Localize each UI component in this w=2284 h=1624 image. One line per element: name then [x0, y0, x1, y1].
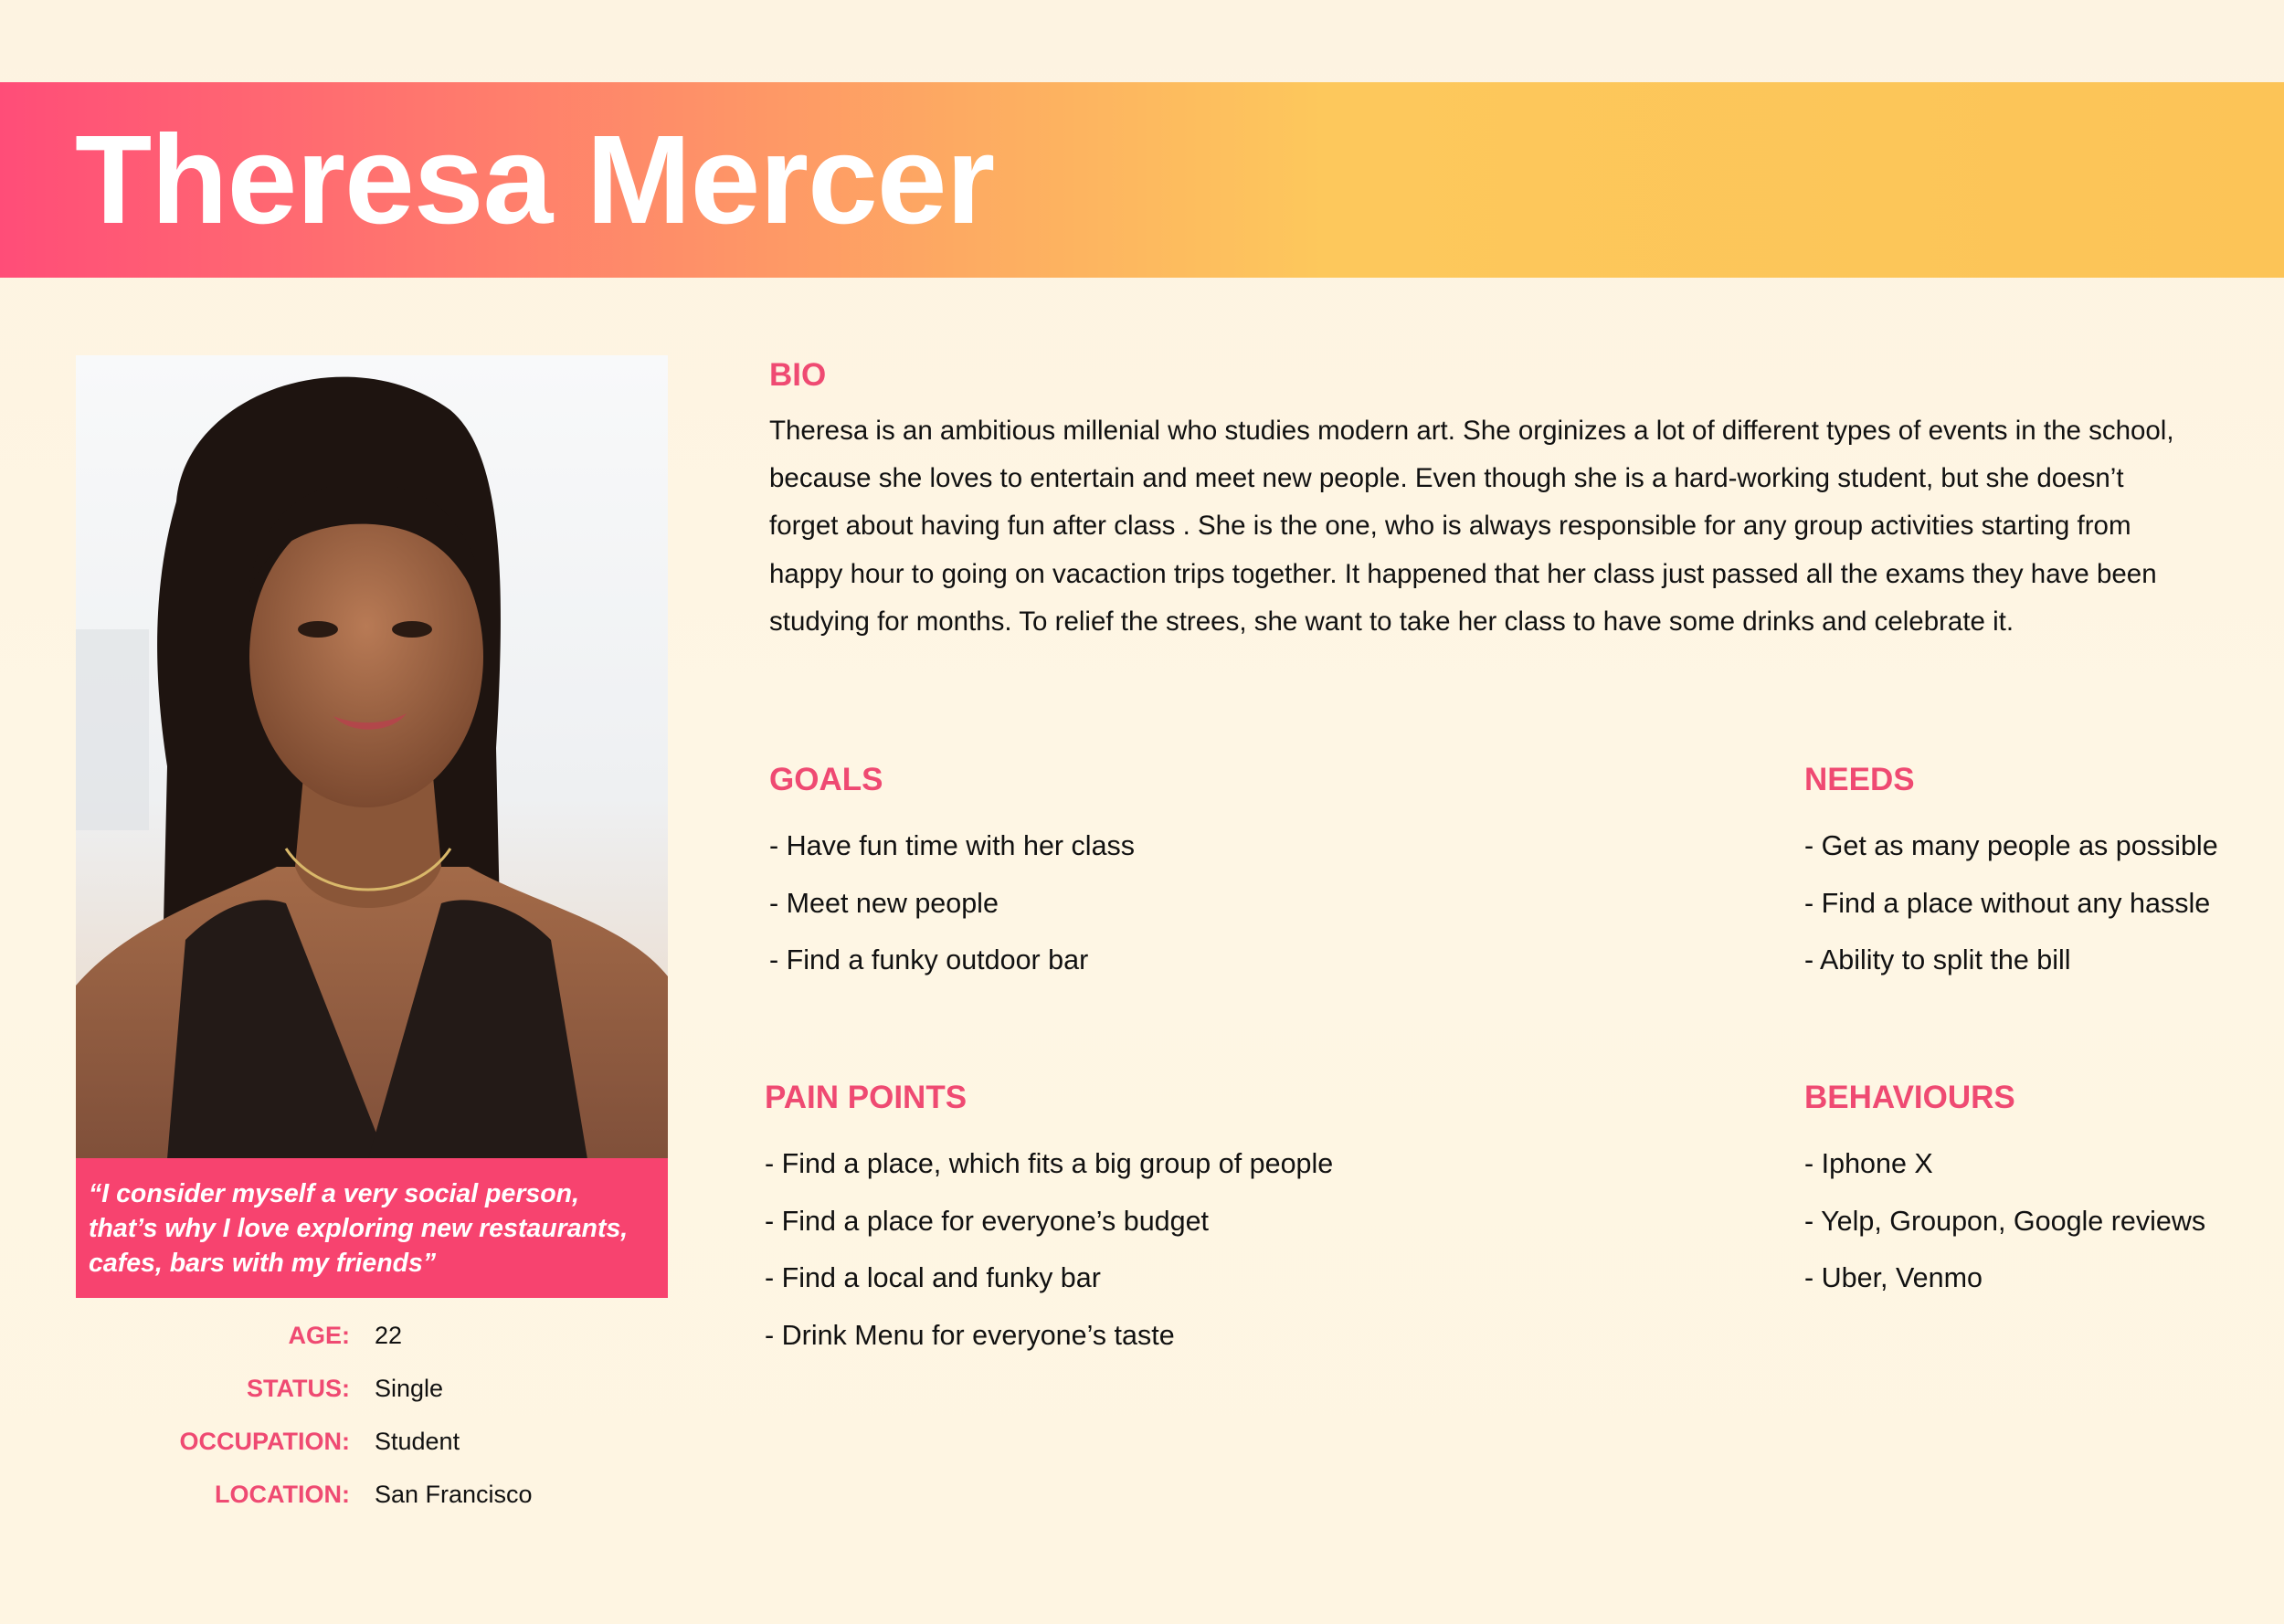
- fact-value: 22: [375, 1322, 403, 1349]
- behaviour-item: - Yelp, Groupon, Google reviews: [1804, 1205, 2206, 1237]
- bio-text: Theresa is an ambitious millenial who studies modern art. She orginizes a lot of different types of events in the school, because she loves to entertain and meet new people. Even though she is a hard-working student, but she doesn’t forget about having fun after class . She is the one, who is always responsible for any group activities starting from happy hour to going on vacaction trips together. It happened that her class just passed all the exams they have been studying for months. To relief the strees, she want to take her class to have some drinks and celebrate it.: [769, 416, 2174, 637]
- goal-item: - Meet new people: [769, 887, 999, 919]
- goals-list: [769, 826, 1135, 997]
- pain-points-list: [765, 1144, 1333, 1372]
- fact-key: LOCATION:: [215, 1481, 350, 1508]
- persona-quote-box: [76, 1158, 668, 1298]
- behaviours-title: BEHAVIOURS: [1804, 1080, 2015, 1115]
- goals-title: GOALS: [769, 762, 883, 797]
- fact-value: Single: [375, 1375, 444, 1402]
- behaviour-item: - Uber, Venmo: [1804, 1262, 1983, 1293]
- pain-point-item: - Find a place, which fits a big group of people: [765, 1148, 1334, 1179]
- bio-title: BIO: [769, 357, 827, 393]
- fact-value: San Francisco: [375, 1481, 533, 1508]
- persona-quote: “I consider myself a very social person, that’s why I love exploring new restaurants, cafes, bars with my friends”: [89, 1179, 629, 1278]
- persona-name: Theresa Mercer: [75, 110, 995, 250]
- portrait-image: [76, 355, 668, 1159]
- pain-point-item: - Drink Menu for everyone’s taste: [765, 1319, 1175, 1351]
- goal-item: - Have fun time with her class: [769, 830, 1136, 861]
- needs-title: NEEDS: [1804, 762, 1915, 797]
- fact-value: Student: [375, 1428, 460, 1455]
- fact-key: AGE:: [288, 1322, 350, 1349]
- goal-item: - Find a funky outdoor bar: [769, 944, 1089, 975]
- fact-status: [76, 1368, 715, 1421]
- need-item: - Get as many people as possible: [1804, 830, 2218, 861]
- fact-key: STATUS:: [247, 1375, 350, 1402]
- pain-point-item: - Find a place for everyone’s budget: [765, 1205, 1210, 1237]
- fact-age: [76, 1315, 715, 1368]
- need-item: - Find a place without any hassle: [1804, 887, 2211, 919]
- header-banner: [0, 82, 2284, 278]
- persona-facts: [76, 1315, 715, 1527]
- pain-points-title: PAIN POINTS: [765, 1080, 968, 1115]
- fact-key: OCCUPATION:: [179, 1428, 350, 1455]
- needs-list: [1804, 826, 2218, 997]
- persona-photo: [76, 355, 668, 1159]
- fact-occupation: [76, 1421, 715, 1474]
- behaviour-item: - Iphone X: [1804, 1148, 1933, 1179]
- fact-location: [76, 1474, 715, 1527]
- pain-point-item: - Find a local and funky bar: [765, 1262, 1101, 1293]
- need-item: - Ability to split the bill: [1804, 944, 2071, 975]
- behaviours-list: [1804, 1144, 2205, 1315]
